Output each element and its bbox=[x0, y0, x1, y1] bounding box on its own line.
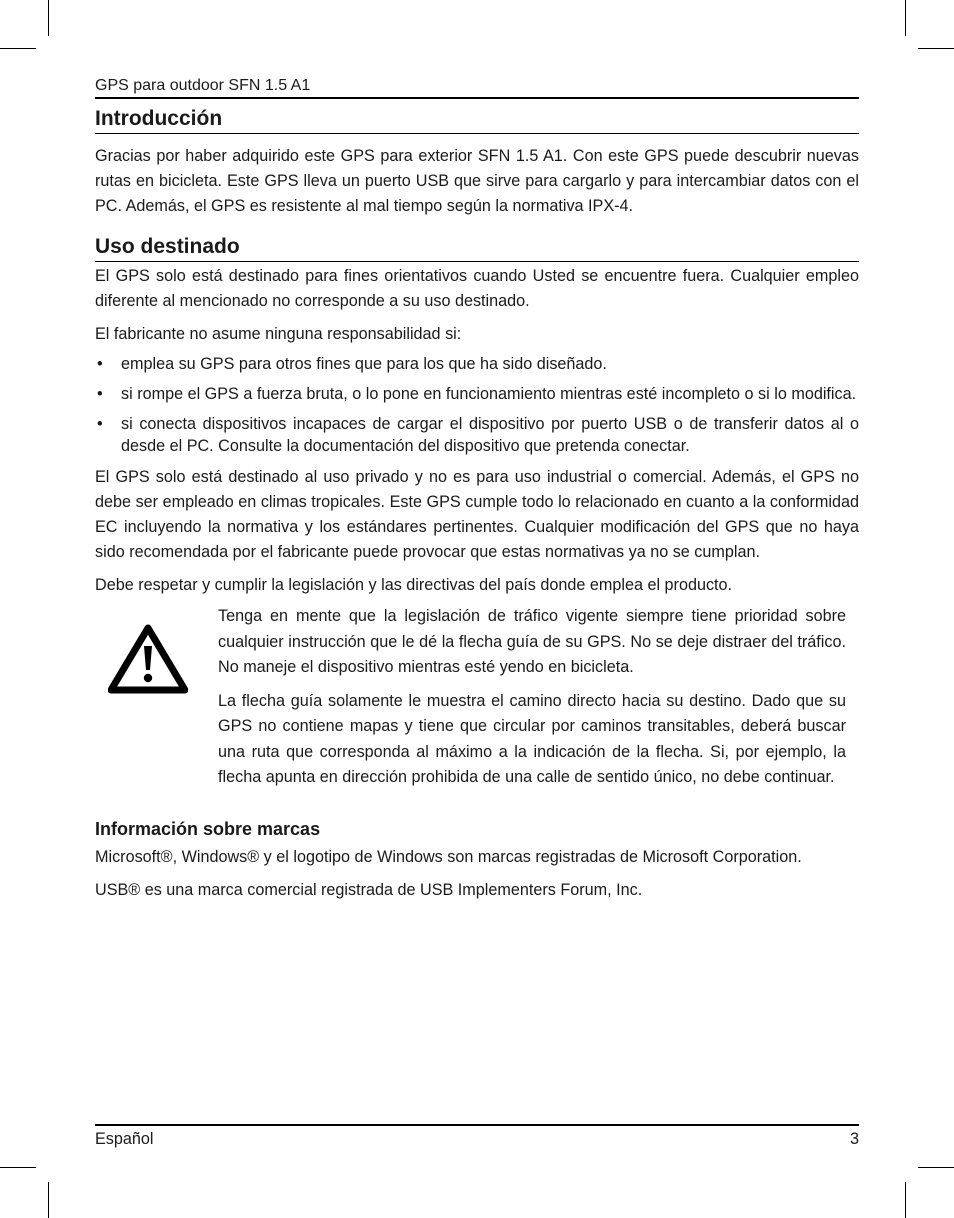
crop-mark bbox=[48, 1182, 49, 1218]
crop-mark bbox=[905, 0, 906, 36]
section-heading-uso-destinado: Uso destinado bbox=[95, 233, 859, 262]
footer-language: Español bbox=[95, 1130, 154, 1148]
list-item: • emplea su GPS para otros fines que para los que ha sido diseñado. bbox=[97, 355, 607, 373]
bullet-icon: • bbox=[97, 355, 103, 373]
warning-triangle-icon bbox=[108, 624, 188, 694]
warning-paragraph-1: Tenga en mente que la legislación de tráfico vigente siempre tiene prioridad sobre cualquier instrucción que le dé la flecha guía de su GPS. No se deje distraer del tráfico. No maneje el dispositivo mientras esté yendo en bicicleta. bbox=[218, 607, 846, 676]
page-number: 3 bbox=[849, 1130, 859, 1148]
crop-mark bbox=[48, 0, 49, 36]
running-header: GPS para outdoor SFN 1.5 A1 bbox=[95, 76, 859, 99]
page-footer bbox=[95, 1124, 859, 1152]
uso-paragraph-2: El fabricante no asume ninguna responsabilidad si: bbox=[95, 325, 462, 343]
uso-paragraph-1: El GPS solo está destinado para fines orientativos cuando Usted se encuentre fuera. Cualquier empleo diferente al mencionado no corresponde a su uso destinado. bbox=[95, 267, 859, 310]
page-content bbox=[95, 76, 859, 903]
crop-mark bbox=[0, 1167, 36, 1168]
uso-paragraph-4: Debe respetar y cumplir la legislación y las directivas del país donde emplea el producto. bbox=[95, 576, 733, 594]
marcas-paragraph-2: USB® es una marca comercial registrada de USB Implementers Forum, Inc. bbox=[95, 880, 643, 899]
bullet-icon: • bbox=[97, 385, 103, 403]
section-heading-introduccion: Introducción bbox=[95, 105, 859, 134]
bullet-icon: • bbox=[97, 415, 103, 433]
liability-list bbox=[95, 353, 859, 457]
uso-paragraph-3: El GPS solo está destinado al uso privado y no es para uso industrial o comercial. Además, el GPS no debe ser empleado en climas tropicales. Este GPS cumple todo lo relacionado en cuanto a la conformidad EC incluyendo la normativa y los estándares pertinentes. Cualquier modificación del GPS que no haya sido recomendada por el fabricante puede provocar que estas normativas ya no se cumplan. bbox=[95, 468, 859, 561]
crop-mark bbox=[918, 48, 954, 49]
crop-mark bbox=[905, 1182, 906, 1218]
marcas-paragraph-1: Microsoft®, Windows® y el logotipo de Windows son marcas registradas de Microsoft Corporation. bbox=[95, 847, 802, 866]
list-item: • si rompe el GPS a fuerza bruta, o lo pone en funcionamiento mientras esté incompleto o si lo modifica. bbox=[97, 385, 857, 403]
warning-paragraph-2: La flecha guía solamente le muestra el camino directo hacia su destino. Dado que su GPS no contiene mapas y tiene que circular por caminos transitables, deberá buscar una ruta que corresponda al máximo a la indicación de la flecha. Si, por ejemplo, la flecha apunta en dirección prohibida de una calle de sentido único, no debe continuar. bbox=[218, 691, 846, 786]
list-item: • si conecta dispositivos incapaces de cargar el dispositivo por puerto USB o de transferir datos al o desde el PC. Consulte la documentación del dispositivo que pretenda conectar. bbox=[97, 415, 859, 455]
intro-paragraph: Gracias por haber adquirido este GPS para exterior SFN 1.5 A1. Con este GPS puede descubrir nuevas rutas en bicicleta. Este GPS lleva un puerto USB que sirve para cargarlo y para intercambiar datos con el PC. Además, el GPS es resistente al mal tiempo según la normativa IPX-4. bbox=[95, 147, 859, 215]
warning-block bbox=[95, 604, 859, 791]
crop-mark bbox=[0, 48, 36, 49]
section-heading-marcas: Información sobre marcas bbox=[95, 818, 321, 839]
crop-mark bbox=[918, 1167, 954, 1168]
